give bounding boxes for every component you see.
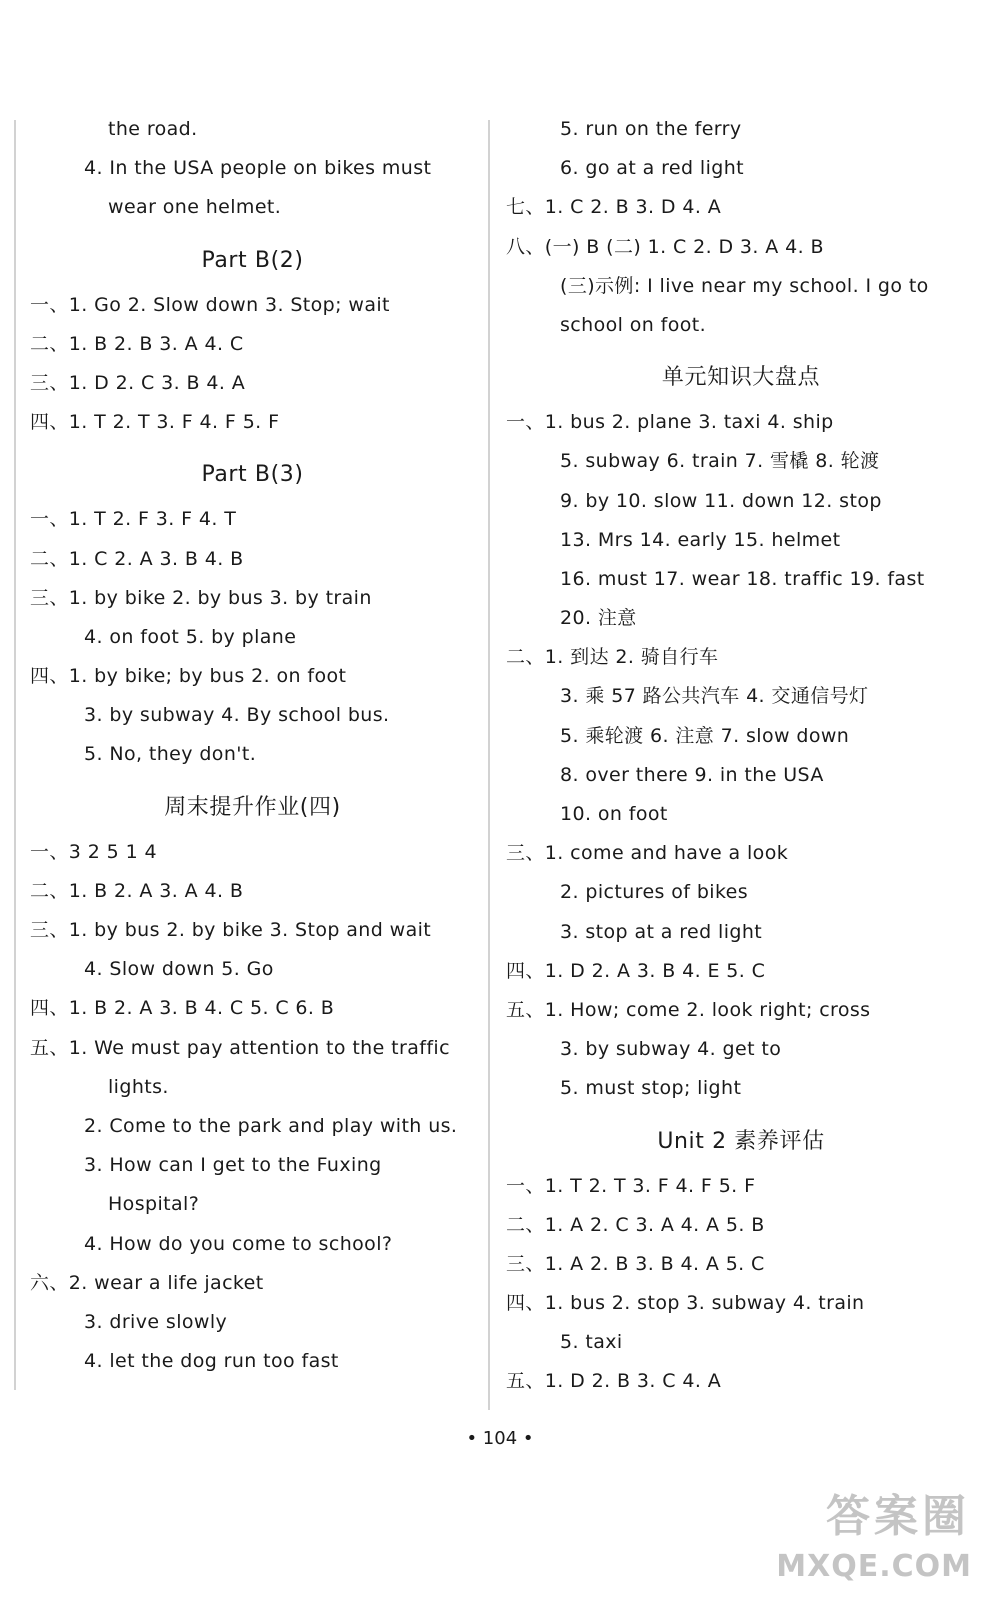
answer-line: 3. by subway 4. By school bus. [84,704,390,727]
answer-line: lights. [108,1075,169,1098]
page-number: • 104 • [466,1428,534,1449]
answer-line: 三、1. by bike 2. by bus 3. by train [30,586,372,609]
answer-line: 八、(一) B (二) 1. C 2. D 3. A 4. B [506,235,824,258]
watermark-en: MXQE.COM [776,1549,972,1584]
answer-line: 3. drive slowly [84,1310,228,1333]
section-heading: 单元知识大盘点 [661,365,821,391]
section-heading: Part B(2) [201,247,304,273]
center-divider [488,120,490,1410]
answer-line: 一、1. bus 2. plane 3. taxi 4. ship [506,411,834,434]
answer-line: 5. taxi [560,1331,623,1354]
answer-line: the road. [108,118,198,140]
answer-line: 4. Slow down 5. Go [84,958,274,981]
answer-line: 四、1. T 2. T 3. F 4. F 5. F [30,411,280,434]
answer-line: 三、1. A 2. B 3. B 4. A 5. C [506,1252,765,1275]
answer-line: 2. Come to the park and play with us. [84,1114,458,1137]
answer-line: 一、3 2 5 1 4 [30,840,158,863]
answer-line: wear one helmet. [108,196,282,219]
answer-line: 五、1. We must pay attention to the traffic [30,1036,450,1059]
answer-line: (三)示例: I live near my school. I go to [560,274,929,297]
answer-line: 4. In the USA people on bikes must [84,157,432,180]
right-column [506,110,976,1402]
answer-line: 2. pictures of bikes [560,881,749,904]
answer-line: 四、1. bus 2. stop 3. subway 4. train [506,1292,865,1315]
answer-line: 二、1. C 2. A 3. B 4. B [30,547,244,570]
answer-line: 二、1. B 2. B 3. A 4. C [30,332,244,355]
answer-line: 3. stop at a red light [560,920,763,943]
answer-line: 二、1. 到达 2. 骑自行车 [506,646,719,669]
answer-line: 四、1. by bike; by bus 2. on foot [30,665,347,688]
answer-line: 16. must 17. wear 18. traffic 19. fast [560,567,925,590]
answer-line: 5. run on the ferry [560,118,742,140]
left-column [30,110,475,1381]
section-heading: Part B(3) [201,462,304,488]
answer-line: school on foot. [560,313,707,336]
watermark-cn: 答案圈 [826,1491,970,1542]
answer-line: 五、1. D 2. B 3. C 4. A [506,1370,722,1393]
answer-line: 四、1. D 2. A 3. B 4. E 5. C [506,959,766,982]
answer-line: 三、1. come and have a look [506,842,789,865]
answer-line: 二、1. A 2. C 3. A 4. A 5. B [506,1213,765,1236]
answer-line: 3. 乘 57 路公共汽车 4. 交通信号灯 [560,685,869,708]
answer-line: 5. No, they don't. [84,743,257,766]
answer-line: 8. over there 9. in the USA [560,763,824,786]
answer-line: 5. 乘轮渡 6. 注意 7. slow down [560,724,850,747]
answer-line: 六、2. wear a life jacket [30,1271,264,1294]
answer-line: 5. subway 6. train 7. 雪橇 8. 轮渡 [560,450,880,473]
watermark-logo [776,1476,978,1586]
answer-line: 4. How do you come to school? [84,1232,393,1255]
answer-line: 三、1. by bus 2. by bike 3. Stop and wait [30,919,432,941]
answer-line: 3. How can I get to the Fuxing [84,1154,382,1177]
answer-line: 三、1. D 2. C 3. B 4. A [30,371,246,394]
answer-line: 四、1. B 2. A 3. B 4. C 5. C 6. B [30,997,335,1020]
answer-line: 一、1. T 2. F 3. F 4. T [30,508,237,531]
answer-line: 5. must stop; light [560,1077,742,1100]
section-heading: Unit 2 素养评估 [657,1128,825,1154]
answer-line: 一、1. Go 2. Slow down 3. Stop; wait [30,293,390,316]
answer-line: 一、1. T 2. T 3. F 4. F 5. F [506,1174,756,1197]
answer-line: 3. by subway 4. get to [560,1038,782,1061]
answer-line: Hospital? [108,1193,200,1216]
answer-line: 10. on foot [560,803,668,825]
answer-line: 五、1. How; come 2. look right; cross [506,998,871,1021]
left-margin-rule [14,120,16,1390]
answer-line: 9. by 10. slow 11. down 12. stop [560,489,882,512]
answer-line: 20. 注意 [560,607,637,630]
answer-line: 6. go at a red light [560,157,745,180]
answer-line: 4. on foot 5. by plane [84,625,297,648]
answer-line: 二、1. B 2. A 3. A 4. B [30,879,244,902]
answer-line: 七、1. C 2. B 3. D 4. A [506,196,722,219]
answer-line: 4. let the dog run too fast [84,1350,339,1373]
section-heading: 周末提升作业(四) [164,794,341,820]
answer-line: 13. Mrs 14. early 15. helmet [560,528,841,551]
